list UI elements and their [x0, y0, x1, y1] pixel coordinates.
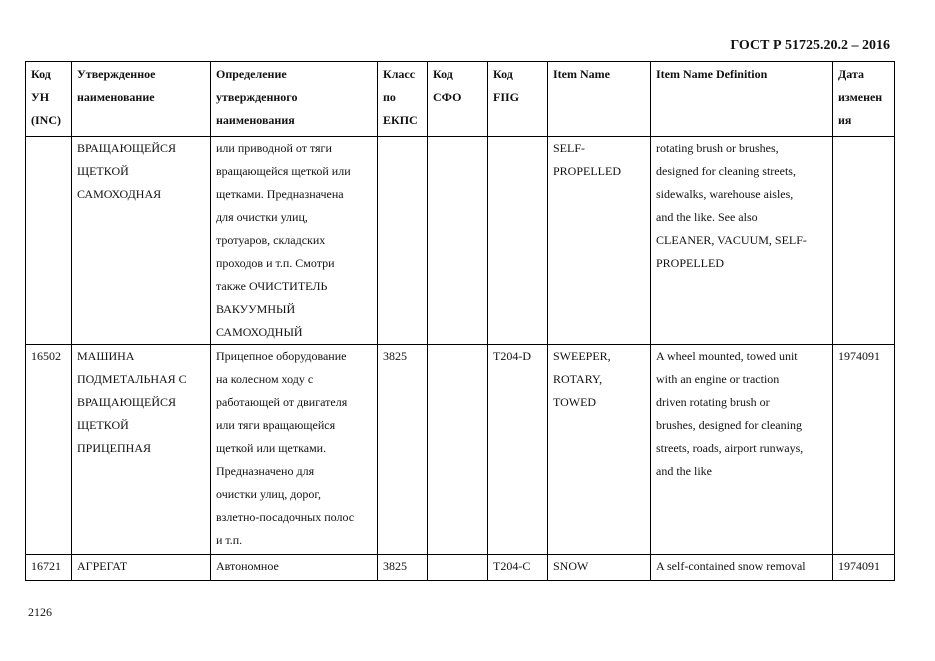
table-row	[26, 345, 895, 555]
header-change-date: Дата изменен ия	[833, 62, 895, 137]
header-item-name-definition: Item Name Definition	[651, 62, 833, 137]
cell-definition: или приводной от тяги вращающейся щеткой или щетками. Предназначена для очистки улиц, тротуаров, складских проходов и т.п. Смотри также ОЧИСТИТЕЛЬ ВАКУУМНЫЙ САМОХОДНЫЙ	[211, 137, 378, 345]
header-fiig-code: Код FIIG	[488, 62, 548, 137]
cell-change-date	[833, 137, 895, 345]
header-definition: Определение утвержденного наименования	[211, 62, 378, 137]
cell-sfo-code	[428, 137, 488, 345]
cell-ekps-class: 3825	[378, 345, 428, 555]
cell-sfo-code	[428, 345, 488, 555]
header-approved-name: Утвержденное наименование	[72, 62, 211, 137]
cell-definition: Автономное	[211, 555, 378, 581]
header-inc: Код УН (INC)	[26, 62, 72, 137]
cell-item-name-definition: A wheel mounted, towed unit with an engine or traction driven rotating brush or brushes, designed for cleaning streets, roads, airport runways, and the like	[651, 345, 833, 555]
table-header-row	[26, 62, 895, 137]
cell-approved-name: АГРЕГАТ	[72, 555, 211, 581]
table-row	[26, 137, 895, 345]
cell-definition: Прицепное оборудование на колесном ходу с работающей от двигателя или тяги вращающейся щеткой или щетками. Предназначено для очистки улиц, дорог, взлетно-посадочных полос и т.п.	[211, 345, 378, 555]
cell-item-name: SWEEPER, ROTARY, TOWED	[548, 345, 651, 555]
cell-inc: 16502	[26, 345, 72, 555]
header-item-name: Item Name	[548, 62, 651, 137]
cell-approved-name: МАШИНА ПОДМЕТАЛЬНАЯ С ВРАЩАЮЩЕЙСЯ ЩЕТКОЙ ПРИЦЕПНАЯ	[72, 345, 211, 555]
cell-change-date: 1974091	[833, 555, 895, 581]
cell-inc	[26, 137, 72, 345]
cell-item-name-definition: A self-contained snow removal	[651, 555, 833, 581]
item-name-catalog-table	[25, 61, 895, 581]
cell-item-name: SELF- PROPELLED	[548, 137, 651, 345]
cell-sfo-code	[428, 555, 488, 581]
cell-item-name-definition: rotating brush or brushes, designed for cleaning streets, sidewalks, warehouse aisles, and the like. See also CLEANER, VACUUM, SELF- PROPELLED	[651, 137, 833, 345]
page-number: 2126	[28, 605, 52, 619]
cell-inc: 16721	[26, 555, 72, 581]
header-ekps-class: Класс по ЕКПС	[378, 62, 428, 137]
cell-fiig-code: T204-C	[488, 555, 548, 581]
cell-change-date: 1974091	[833, 345, 895, 555]
cell-fiig-code	[488, 137, 548, 345]
document-standard-header: ГОСТ Р 51725.20.2 – 2016	[730, 38, 890, 53]
cell-item-name: SNOW	[548, 555, 651, 581]
table-row	[26, 555, 895, 581]
cell-approved-name: ВРАЩАЮЩЕЙСЯ ЩЕТКОЙ САМОХОДНАЯ	[72, 137, 211, 345]
cell-ekps-class: 3825	[378, 555, 428, 581]
cell-fiig-code: T204-D	[488, 345, 548, 555]
cell-ekps-class	[378, 137, 428, 345]
header-sfo-code: Код СФО	[428, 62, 488, 137]
